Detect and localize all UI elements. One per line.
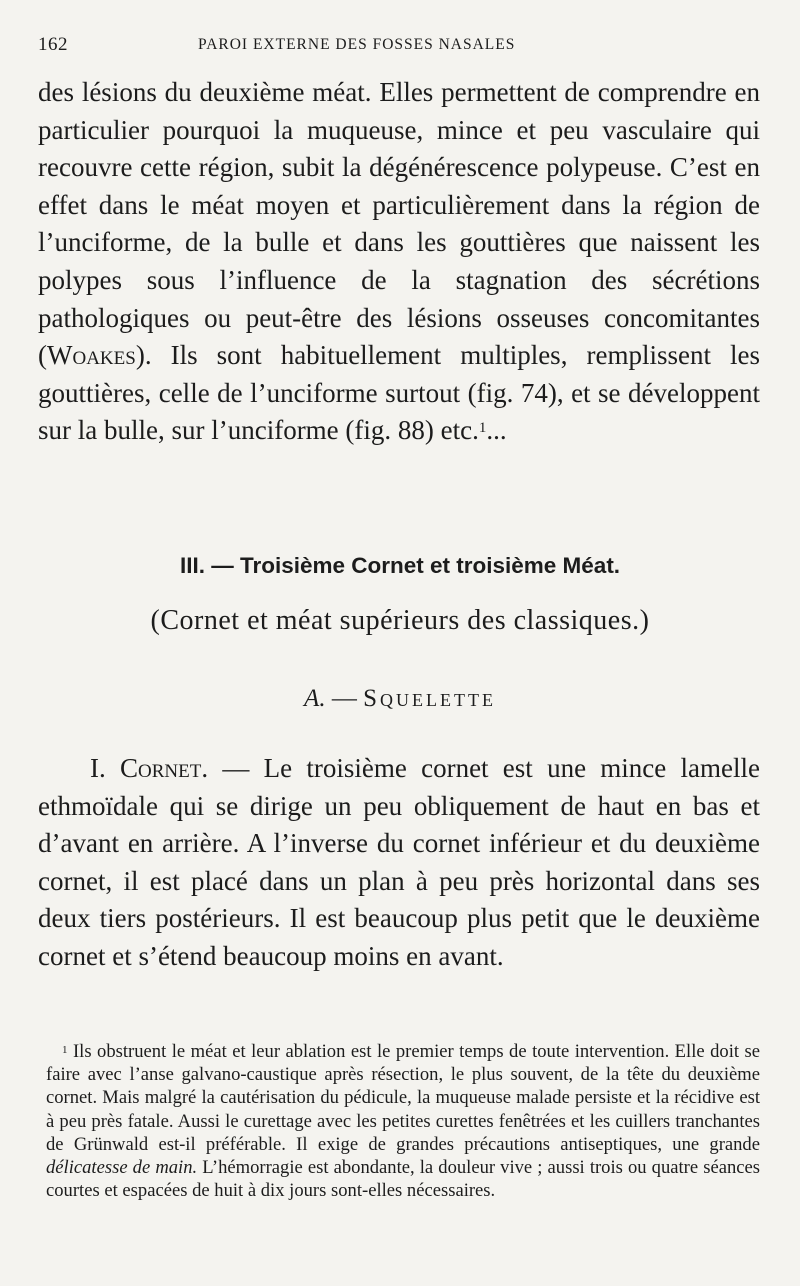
subsection-dash: — [325,685,364,712]
paragraph-lead-number: I. [90,753,106,783]
page-number: 162 [38,34,68,55]
footnote [46,1040,760,1202]
footnote-marker: 1 [62,1044,68,1056]
paragraph-lead-word: Cornet. [120,753,209,783]
footnote-text-end: L’hémorragie est abondante, la douleur vive ; aussi trois ou quatre séances courtes et espacées de huit à dix jours sont-elles nécessaires. [46,1157,760,1202]
footnote-emphasis: délicatesse de main. [46,1157,198,1179]
subsection-letter: A. [304,685,326,712]
paragraph-text-start: des lésions du deuxième méat. Elles permettent de comprendre en particulier pourquoi la muqueuse, mince et peu vasculaire qui recouvre cette région, subit la dégénérescence polypeuse. C’est en effet dans le méat moyen et particulièrement dans la région de l’unciforme, de la bulle et dans les gouttières que naissent les polypes sous l’influence de la stagnation des sécrétions pathologiques ou peut-être des lésions osseuses concomitantes ( [38,77,760,371]
subsection-heading [0,685,800,713]
section-subtitle: (Cornet et méat supérieurs des classiques.) [150,605,650,636]
paragraph-body: — Le troisième cornet est une mince lamelle ethmoïdale qui se dirige un peu obliquement de haut en bas et d’avant en arrière. A l’inverse du cornet inférieur et du deuxième cornet, il est placé dans un plan à peu près horizontal dans ses deux tiers postérieurs. Il est beaucoup plus petit que le deuxième cornet et s’étend beaucoup moins en avant. [38,753,760,971]
footnote-reference: 1 [478,420,487,437]
paragraph-continued [38,74,760,450]
subsection-word: Squelette [363,685,496,712]
running-title: PAROI EXTERNE DES FOSSES NASALES [198,36,516,53]
running-head [38,34,762,58]
paragraph-text-middle: ). Ils sont habituellement multiples, remplissent les gouttières, celle de l’unciforme surtout (fig. 74), et se développent sur la bulle, sur l’unciforme (fig. 88) etc. [38,340,760,446]
section-title: III. — Troisième Cornet et troisième Méat. [179,553,621,578]
footnote-text-start: Ils obstruent le méat et leur ablation est le premier temps de toute intervention. Elle doit se faire avec l’anse galvano-caustique après résection, le plus souvent, de la tête du deuxième cornet. Mais malgré la cautérisation du pédicule, la muqueuse malade persiste et la récidive est à peu près fatale. Aussi le curettage avec les petites curettes fenêtrées et les cuillers tranchantes de Grünwald est-il préférable. Il exige de grandes précautions antiseptiques, une grande [46,1041,760,1155]
paragraph-cornet [38,750,760,976]
paragraph-text [38,750,760,976]
paragraph-text-end: ... [486,415,507,446]
footnote-text [46,1040,760,1202]
author-name: Woakes [47,340,136,371]
paragraph-text [38,74,760,450]
